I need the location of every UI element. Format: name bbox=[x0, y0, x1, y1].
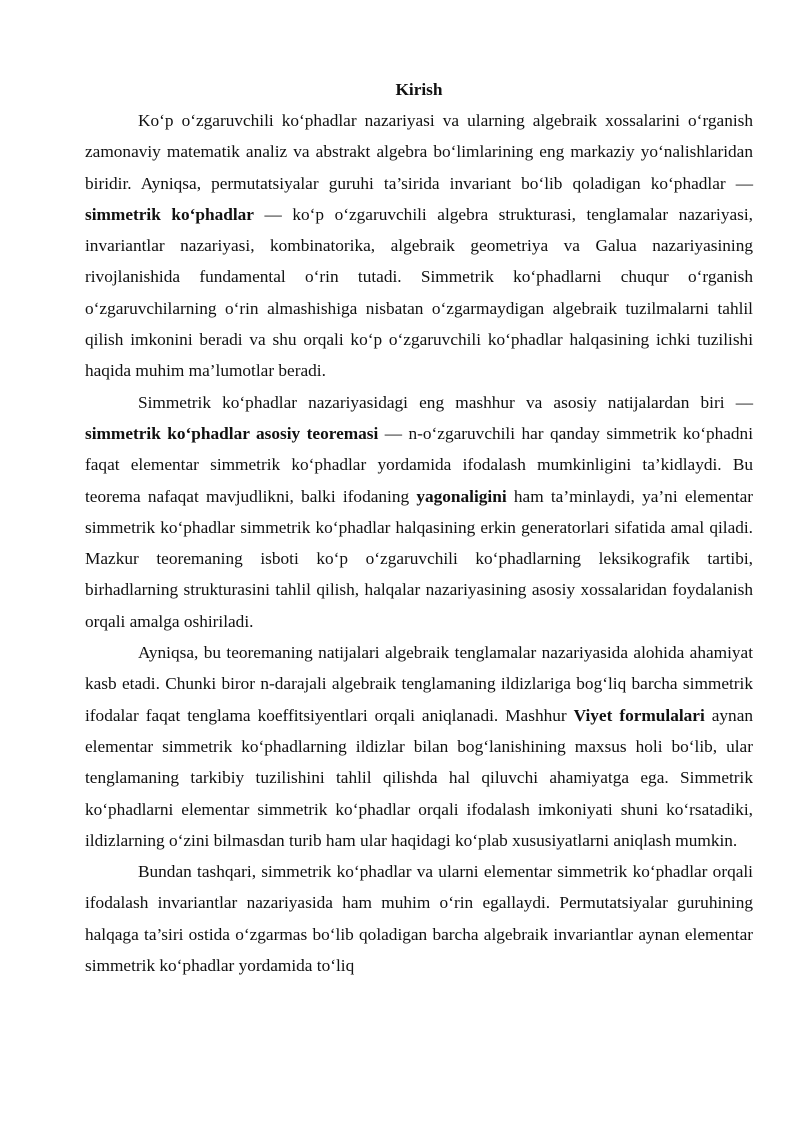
paragraph-text: Simmetrik ko‘phadlar nazariyasidagi eng mashhur va asosiy natijalardan biri — bbox=[138, 392, 753, 412]
paragraph-text: ham ta’minlaydi, ya’ni elementar simmetrik ko‘phadlar simmetrik ko‘phadlar halqasining erkin generatorlari sifatida amal qiladi. Mazkur teoremaning isboti ko‘p o‘zgaruvchili ko‘phadlarning leksikografik tartibi, birhadlarning strukturasini tahlil qilish, halqalar nazariyasining asosiy xossalaridan foydalanish orqali amalga oshiriladi. bbox=[85, 486, 753, 631]
bold-term: yagonaligini bbox=[416, 486, 507, 506]
paragraph-4 bbox=[85, 856, 753, 981]
paragraph-text: Ayniqsa, bu teoremaning natijalari algebraik tenglamalar nazariyasida alohida ahamiyat kasb etadi. Chunki biror n-darajali algebraik tenglamaning ildizlariga bog‘liq barcha simmetrik ifodalar faqat tenglama koeffitsiyentlari orqali aniqlanadi. Mashhur bbox=[85, 643, 753, 725]
document-page bbox=[85, 74, 753, 981]
paragraph-text: Ko‘p o‘zgaruvchili ko‘phadlar nazariyasi va ularning algebraik xossalarini o‘rganish zamonaviy matematik analiz va abstrakt algebra bo‘limlarining eng markaziy yo‘nalishlaridan biridir. Ayniqsa, permutatsiyalar guruhi ta’sirida invariant bo‘lib qoladigan ko‘phadlar — bbox=[85, 111, 753, 193]
bold-term: simmetrik ko‘phadlar bbox=[85, 204, 254, 224]
paragraph-text: — ko‘p o‘zgaruvchili algebra strukturasi, tenglamalar nazariyasi, invariantlar nazariyasi, kombinatorika, algebraik geometriya va Galua nazariyasining rivojlanishida fundamental o‘rin tutadi. Simmetrik ko‘phadlarni chuqur o‘rganish o‘zgaruvchilarning o‘rin almashishiga nisbatan o‘zgarmaydigan algebraik tuzilmalarni tahlil qilish imkonini beradi va shu orqali ko‘p o‘zgaruvchili ko‘phadlar halqasining ichki tuzilishi haqida muhim ma’lumotlar beradi. bbox=[85, 204, 753, 381]
paragraph-1 bbox=[85, 105, 753, 387]
paragraph-text: aynan elementar simmetrik ko‘phadlarning ildizlar bilan bog‘lanishining maxsus holi bo‘lib, ular tenglamaning tarkibiy tuzilishini tahlil qilishda hal qiluvchi ahamiyatga ega. Simmetrik ko‘phadlarni elementar simmetrik ko‘phadlar orqali ifodalash imkoniyati shuni ko‘rsatadiki, ildizlarning o‘zini bilmasdan turib ham ular haqidagi ko‘plab xususiyatlarni aniqlash mumkin. bbox=[85, 705, 753, 850]
bold-term: Viyet formulalari bbox=[573, 705, 705, 725]
paragraph-3 bbox=[85, 637, 753, 856]
paragraph-text: Bundan tashqari, simmetrik ko‘phadlar va ularni elementar simmetrik ko‘phadlar orqali ifodalash invariantlar nazariyasida ham muhim o‘rin egallaydi. Permutatsiyalar guruhining halqaga ta’siri ostida o‘zgarmas bo‘lib qoladigan barcha algebraik invariantlar aynan elementar simmetrik ko‘phadlar yordamida to‘liq bbox=[85, 862, 753, 976]
paragraph-text: — n-o‘zgaruvchili har qanday simmetrik ko‘phadni faqat elementar simmetrik ko‘phadlar yordamida ifodalash mumkinligini ta’kidlaydi. Bu teorema nafaqat mavjudlikni, balki ifodaning bbox=[85, 423, 753, 506]
document-title: Kirish bbox=[395, 80, 443, 99]
bold-term: simmetrik ko‘phadlar asosiy teoremasi bbox=[85, 423, 379, 443]
paragraph-2 bbox=[85, 387, 753, 637]
